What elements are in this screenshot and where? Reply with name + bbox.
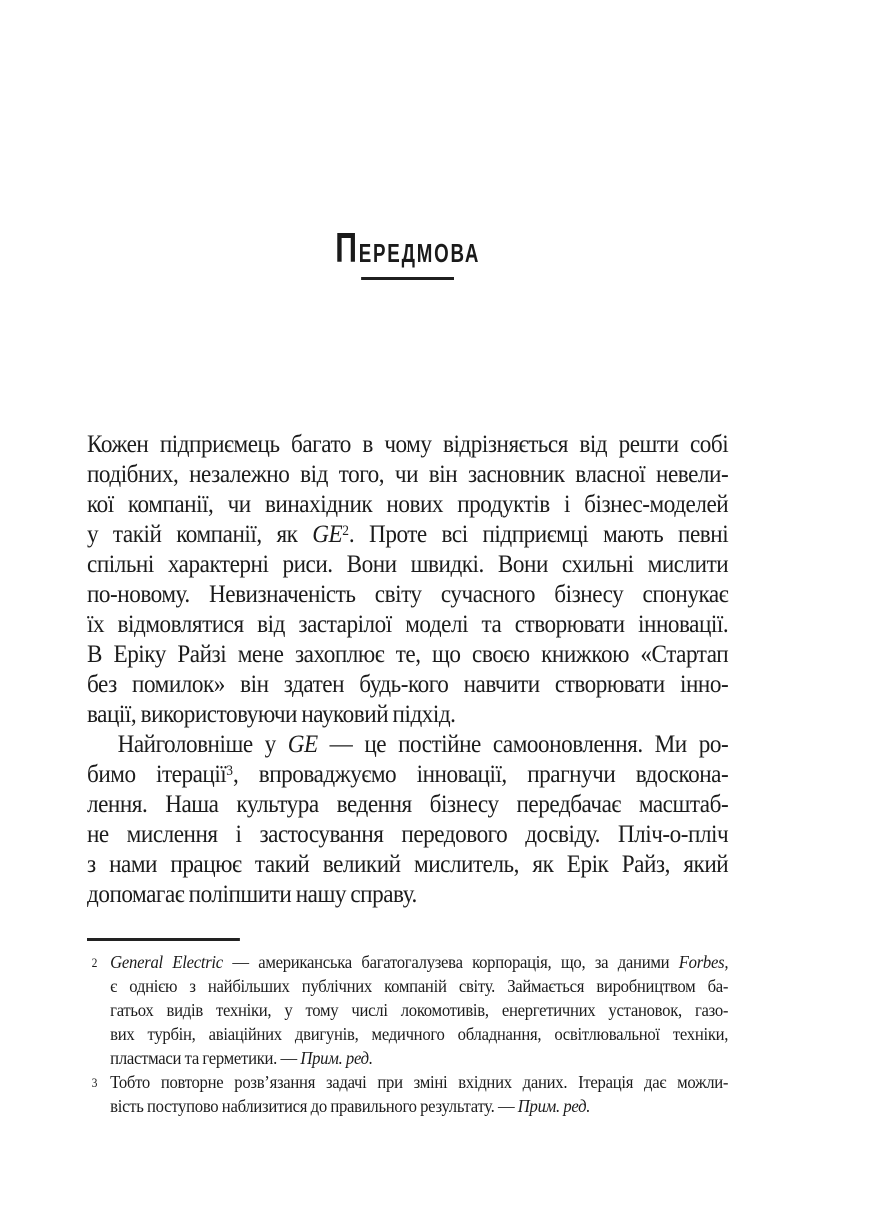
text-line [87,670,728,700]
text-segment: — американська багатогалузева корпорація, що, за даними [222,952,679,972]
text-segment: подібних, незалежно від того, чи він засновник власної невели- [87,461,729,488]
text-segment: не мислення і застосування передового досвіду. Пліч-о-пліч [87,821,729,848]
text-line [87,430,728,460]
body-paragraph [87,430,728,730]
text-segment: — це постійне самооновлення. Ми ро- [317,731,729,758]
text-segment: є однією з найбільших публічних компаній світу. Займається виробництвом ба- [110,976,729,996]
text-line [87,790,728,820]
text-line [87,760,728,790]
text-segment: кої компанії, чи винахідник нових продуктів і бізнес-моделей [87,491,729,518]
text-segment: без помилок» він здатен будь-кого навчити створювати інно- [87,671,729,698]
text-line [110,1046,728,1070]
text-line [87,700,728,730]
text-line [110,1094,728,1118]
text-segment: у такій компанії, як [87,521,313,548]
footnote [87,1070,728,1118]
text-segment: В Еріку Райзі мене захоплює те, що своєю книжкою «Стартап [87,641,729,668]
text-line [87,820,728,850]
text-segment: гатьох видів техніки, у тому числі локомотивів, енергетичних установок, газо- [110,1000,729,1020]
text-segment: допомагає поліпшити нашу справу. [87,881,417,908]
italic-text: GE [287,731,318,758]
text-line [110,974,728,998]
text-line [87,610,728,640]
text-segment: спільні характерні риси. Вони швидкі. Вони схильні мислити [87,551,729,578]
italic-text: Прим. ред. [300,1048,373,1068]
title-first-letter: П [335,224,359,271]
italic-text: Прим. ред. [517,1096,591,1116]
text-line [87,520,728,550]
text-line [110,1070,728,1094]
text-segment: Тобто повторне розв’язання задачі при зміні вхідних даних. Ітерація дає можли- [110,1072,729,1092]
text-line [87,490,728,520]
footnotes [87,950,728,1118]
text-segment: Найголовніше у [117,731,288,758]
text-segment: з нами працює такий великий мислитель, як Ерік Райз, який [87,851,729,878]
text-segment: , впроваджуємо інновації, прагнучи вдоскона- [232,761,729,788]
text-line [110,950,728,974]
footnote-separator [87,938,240,941]
footnote [87,950,728,1070]
text-segment: вих турбін, авіаційних двигунів, медичного обладнання, освітлювальної техніки, [110,1024,729,1044]
text-line [87,550,728,580]
text-line [110,1022,728,1046]
text-segment: вість поступово наблизитися до правильного результату. — [110,1096,518,1116]
text-line [87,850,728,880]
italic-text: General Electric [110,952,223,972]
body-text [87,430,728,910]
text-segment: . Проте всі підприємці мають певні [348,521,729,548]
italic-text: Forbes, [678,952,729,972]
text-line [87,580,728,610]
text-segment: їх відмовлятися від застарілої моделі та створювати інновації. [87,611,729,638]
text-line [87,880,728,910]
text-segment: бимо ітерації [87,761,227,788]
text-segment: Кожен підприємець багато в чому відрізняється від решти собі [87,431,729,458]
body-paragraph [87,730,728,910]
title-rest: ЕРЕДМОВА [358,238,480,268]
footnote-marker: 2 [91,956,98,970]
text-column [87,0,728,1223]
text-line [87,640,728,670]
footnote-marker: 3 [91,1076,98,1090]
text-line [87,730,728,760]
text-line [110,998,728,1022]
superscript-reference: 3 [226,762,233,779]
italic-text: GE [312,521,343,548]
text-segment: вації, використовуючи науковий підхід. [87,701,456,728]
text-line [87,460,728,490]
superscript-reference: 2 [342,522,349,539]
text-segment: пластмаси та герметики. — [110,1048,301,1068]
text-segment: по-новому. Невизначеність світу сучасного бізнесу спонукає [87,581,729,608]
text-segment: лення. Наша культура ведення бізнесу передбачає масштаб- [87,791,729,818]
